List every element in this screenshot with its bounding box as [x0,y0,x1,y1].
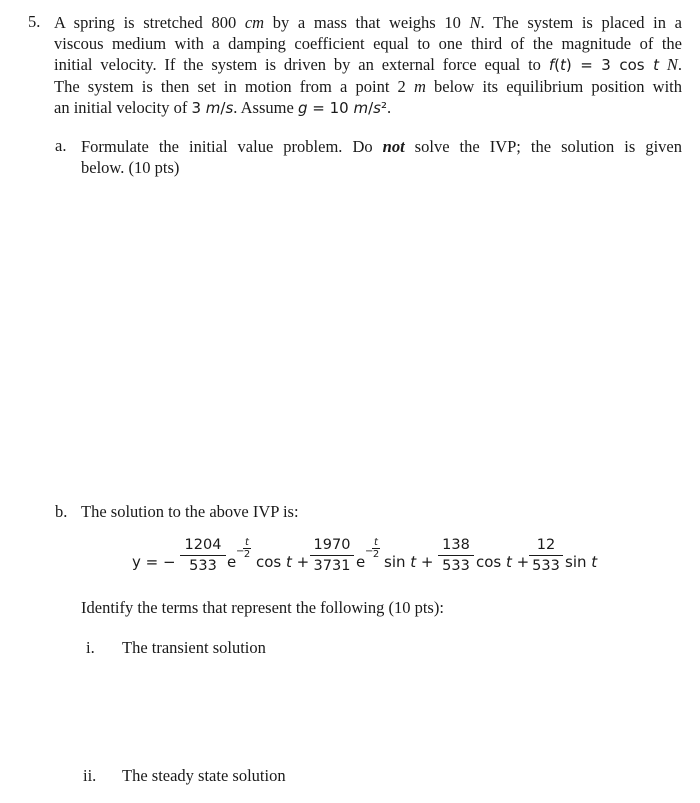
part-a-label: a. [55,136,67,155]
fraction-denominator: 533 [532,558,560,574]
exponent-denominator: 2 [243,549,251,560]
item-ii-label: ii. [83,766,97,785]
exponent-numerator: t [374,537,378,548]
fraction-bar [529,555,563,556]
fraction-1970-3731 [310,536,354,575]
exponent-fraction-2 [372,538,380,559]
exp-base-1: e [227,553,237,571]
fraction-numerator: 1970 [313,537,351,553]
fraction-12-533 [529,536,563,575]
identify-prompt: Identify the terms that represent the following (10 pts): [81,598,444,617]
fraction-numerator: 12 [536,537,556,553]
problem-line-1: A spring is stretched 800 cm by a mass that weighs 10 N. The system is placed in a [54,13,682,32]
fraction-numerator: 1204 [184,537,222,553]
part-a-line-2: below. (10 pts) [81,158,180,178]
exponent-denominator: 2 [372,549,380,560]
problem-line-2: viscous medium with a damping coefficient equal to one third of the magnitude of the [54,34,682,54]
problem-line-3: initial velocity. If the system is driven by an external force equal to f(t) = 3 cos t N. [54,55,683,75]
fraction-denominator: 533 [442,558,470,574]
problem-line-4: The system is then set in motion from a point 2 m below its equilibrium position with [54,76,682,96]
exp-minus-1: − [236,546,245,557]
fraction-1204-533 [180,536,226,575]
exponent-fraction-1 [243,538,251,559]
problem-line-5: an initial velocity of 3 m/s. Assume g = 10 m/s². [54,97,392,117]
fraction-denominator: 533 [189,558,217,574]
part-a-text [81,136,682,178]
fraction-numerator: 138 [442,537,470,553]
fraction-bar [310,555,354,556]
exp-base-2: e [356,553,366,571]
problem-number: 5. [28,12,41,31]
item-i-label: i. [86,638,95,657]
problem-statement [54,12,682,118]
exponent-numerator: t [245,537,249,548]
item-i-text: The transient solution [122,638,266,657]
term-1-trig: cos t + [256,553,310,571]
exp-minus-2: − [365,546,374,557]
term-2-trig: sin t + [384,553,434,571]
fraction-bar [180,555,226,556]
part-a-line-1: Formulate the initial value problem. Do not solve the IVP; the solution is given [81,137,682,156]
fraction-138-533 [438,536,474,575]
item-ii-text: The steady state solution [122,766,286,785]
term-4-trig: sin t [565,553,598,571]
term-3-trig: cos t + [476,553,530,571]
fraction-bar [438,555,474,556]
part-b-label: b. [55,502,68,521]
eq-lhs: y = − [132,553,176,571]
fraction-denominator: 3731 [313,558,351,574]
part-b-intro: The solution to the above IVP is: [81,502,299,521]
